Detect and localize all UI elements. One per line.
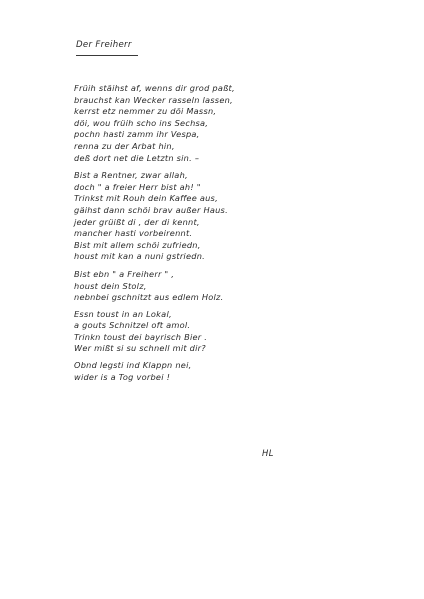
poem-line: a gouts Schnitzel oft amol. (74, 320, 191, 331)
stanza-5 (74, 360, 374, 383)
poem-line: Bist a Rentner, zwar allah, (74, 170, 188, 181)
poem-line: gäihst dann schöi brav außer Haus. (74, 204, 228, 215)
poem-line: wider is a Tog vorbei ! (74, 371, 171, 382)
poem-line: houst dein Stolz, (74, 280, 147, 291)
poem-line: jeder grüißt di , der di kennt, (74, 216, 200, 227)
poem-line: Wer mißt si su schnell mit dir? (74, 343, 206, 354)
poem-line: houst mit kan a nuni gstriedn. (74, 251, 205, 262)
stanza-1 (74, 83, 374, 164)
poem-line: Trinkn toust dei bayrisch Bier . (74, 331, 208, 342)
poem-body (74, 83, 374, 383)
poem-line: nebnbei gschnitzt aus edlem Holz. (74, 292, 224, 303)
author-signature: HL (262, 448, 274, 458)
poem-line: deß dort net die Letztn sin. – (74, 152, 200, 163)
poem-line: Bist mit allem schöi zufriedn, (74, 239, 201, 250)
poem-line: kerrst etz nemmer zu döi Massn, (74, 106, 217, 117)
stanza-2 (74, 170, 374, 263)
poem-line: döi, wou früih scho ins Sechsa, (74, 117, 209, 128)
poem-line: brauchst kan Wecker rasseln lassen, (74, 94, 233, 105)
poem-line: doch " a freier Herr bist ah! " (74, 181, 201, 192)
stanza-3 (74, 269, 374, 304)
poem-line: Bist ebn " a Freiherr " , (74, 268, 175, 279)
poem-line: Trinkst mit Rouh dein Kaffee aus, (74, 193, 218, 204)
poem-title: Der Freiherr (76, 40, 132, 50)
poem-line: Früih stäihst af, wenns dir grod paßt, (74, 83, 235, 93)
poem-line: Obnd legsti ind Klappn nei, (74, 360, 192, 371)
poem-line: renna zu der Arbat hin, (74, 140, 175, 151)
poem-line: mancher hasti vorbeirennt. (74, 228, 193, 239)
poem-line: Essn toust in an Lokal, (74, 308, 172, 319)
poem-line: pochn hasti zamm ihr Vespa, (74, 129, 200, 140)
stanza-4 (74, 309, 374, 355)
title-underline (76, 55, 138, 56)
